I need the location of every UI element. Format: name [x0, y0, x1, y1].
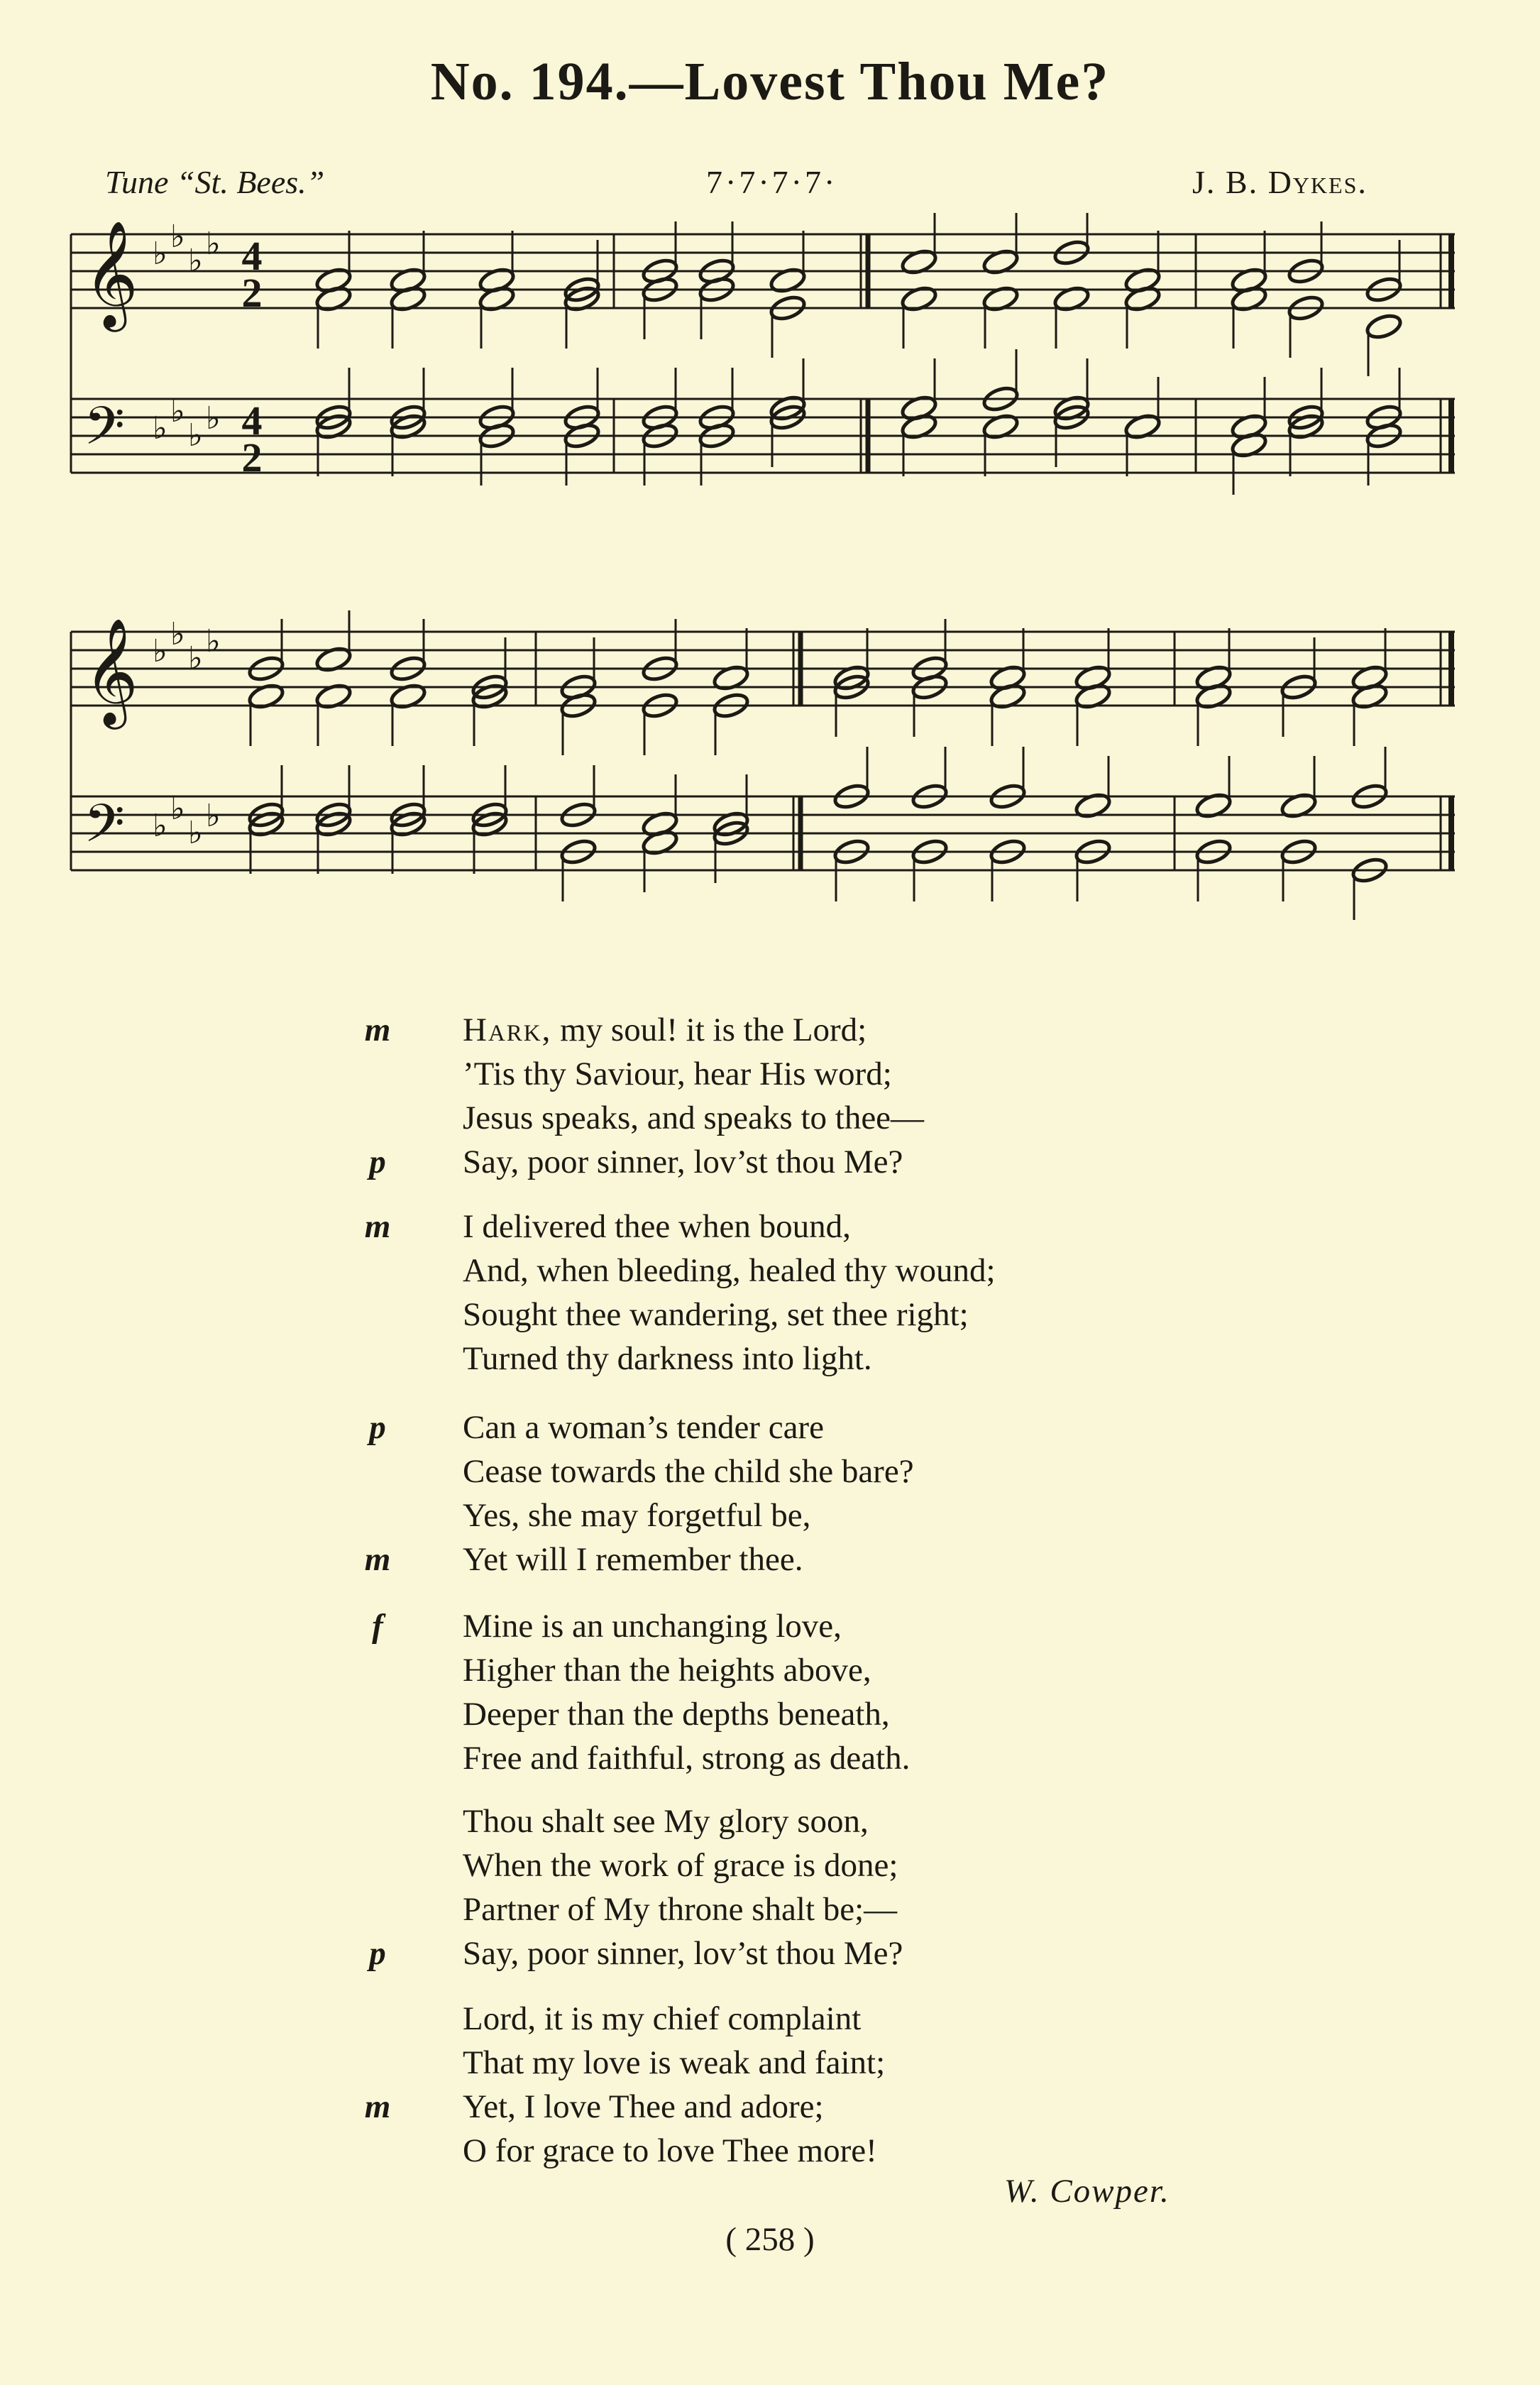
stanza-line: Jesus speaks, and speaks to thee—	[463, 1100, 925, 1136]
stanza-line: Higher than the heights above,	[463, 1652, 871, 1689]
stanza-line: Partner of My throne shalt be;—	[463, 1891, 898, 1928]
svg-text:♭: ♭	[170, 393, 185, 429]
stanza-line: That my love is weak and faint;	[463, 2044, 886, 2081]
svg-text:♭: ♭	[170, 791, 185, 827]
composer: J. B. Dykes.	[1192, 164, 1368, 200]
stanza-line: Sought thee wandering, set thee right;	[463, 1296, 969, 1333]
stanza-line: Lord, it is my chief complaint	[463, 2000, 862, 2037]
tune-name: Tune “St. Bees.”	[105, 164, 325, 200]
stanza-line: O for grace to love Thee more!	[463, 2132, 877, 2169]
bass-clef-icon: 𝄢	[84, 395, 125, 470]
stanza-line: When the work of grace is done;	[463, 1847, 898, 1884]
stanza-6	[364, 1997, 1327, 2173]
svg-text:♭: ♭	[153, 633, 167, 669]
svg-text:♭: ♭	[153, 410, 167, 446]
stanza-line: Cease towards the child she bare?	[463, 1453, 914, 1490]
svg-text:♭: ♭	[188, 243, 203, 279]
bass-clef-icon: 𝄢	[84, 793, 125, 867]
stanza-line: ’Tis thy Saviour, hear His word;	[463, 1056, 892, 1092]
stanza-line: Say, poor sinner, lov’st thou Me?	[463, 1144, 903, 1180]
svg-text:♭: ♭	[153, 236, 167, 272]
stanza-line: And, when bleeding, healed thy wound;	[463, 1252, 996, 1289]
svg-text:♭: ♭	[206, 226, 221, 262]
stanza-1	[364, 1008, 1327, 1184]
stanza-4	[372, 1604, 1327, 1780]
dynamic-mark: m	[364, 2088, 391, 2125]
stanza-line: Deeper than the depths beneath,	[463, 1696, 890, 1733]
stanza-3	[364, 1405, 1327, 1581]
treble-clef-icon: 𝄞	[84, 617, 138, 725]
stanza-2	[364, 1205, 1327, 1381]
stanza-line: Can a woman’s tender care	[463, 1409, 824, 1446]
dynamic-mark: m	[364, 1011, 391, 1048]
svg-text:♭: ♭	[188, 640, 203, 676]
dynamic-mark: f	[372, 1608, 383, 1645]
stanza-line: I delivered thee when bound,	[463, 1208, 851, 1245]
author: W. Cowper.	[1004, 2173, 1170, 2210]
meter: 7·7·7·7·	[706, 164, 838, 200]
svg-text:♭: ♭	[188, 815, 203, 851]
hymn-title: No. 194.—Lovest Thou Me?	[430, 52, 1110, 111]
stanza-line: Thou shalt see My glory soon,	[463, 1803, 869, 1840]
svg-text:♭: ♭	[153, 808, 167, 844]
stanza-line: Free and faithful, strong as death.	[463, 1740, 911, 1777]
stanza-line: Mine is an unchanging love,	[463, 1608, 842, 1645]
time-sig-bottom: 2	[241, 270, 263, 316]
dynamic-mark: p	[369, 1935, 386, 1972]
svg-text:♭: ♭	[206, 798, 221, 834]
notes	[247, 610, 1389, 920]
dynamic-mark: m	[364, 1541, 391, 1578]
dynamic-mark: p	[369, 1144, 386, 1180]
dynamic-mark: m	[364, 1208, 391, 1245]
dynamic-mark: p	[369, 1409, 386, 1446]
svg-text:♭: ♭	[188, 417, 203, 454]
svg-text:♭: ♭	[206, 400, 221, 437]
svg-text:♭: ♭	[206, 623, 221, 659]
stanza-line: Say, poor sinner, lov’st thou Me?	[463, 1935, 903, 1972]
time-sig-top-bass: 4	[241, 398, 263, 444]
stanza-line: Yet will I remember thee.	[463, 1541, 803, 1578]
svg-text:♭: ♭	[170, 616, 185, 652]
page-number: ( 258 )	[725, 2221, 815, 2258]
music-system-2	[0, 610, 1540, 937]
svg-text:♭: ♭	[170, 219, 185, 255]
treble-clef-icon: 𝄞	[84, 219, 138, 327]
stanza-line: Turned thy darkness into light.	[463, 1340, 872, 1377]
music-system-1	[0, 213, 1540, 554]
note-head	[1365, 312, 1403, 341]
stanza-line: Yet, I love Thee and adore;	[463, 2088, 824, 2125]
time-sig-bottom-bass: 2	[241, 434, 263, 481]
stanza-5	[369, 1799, 1327, 1975]
stanza-line: Yes, she may forgetful be,	[463, 1497, 811, 1534]
notes	[314, 213, 1403, 495]
time-sig-top: 4	[241, 233, 263, 279]
stanza-line: Hark, my soul! it is the Lord;	[463, 1011, 867, 1048]
